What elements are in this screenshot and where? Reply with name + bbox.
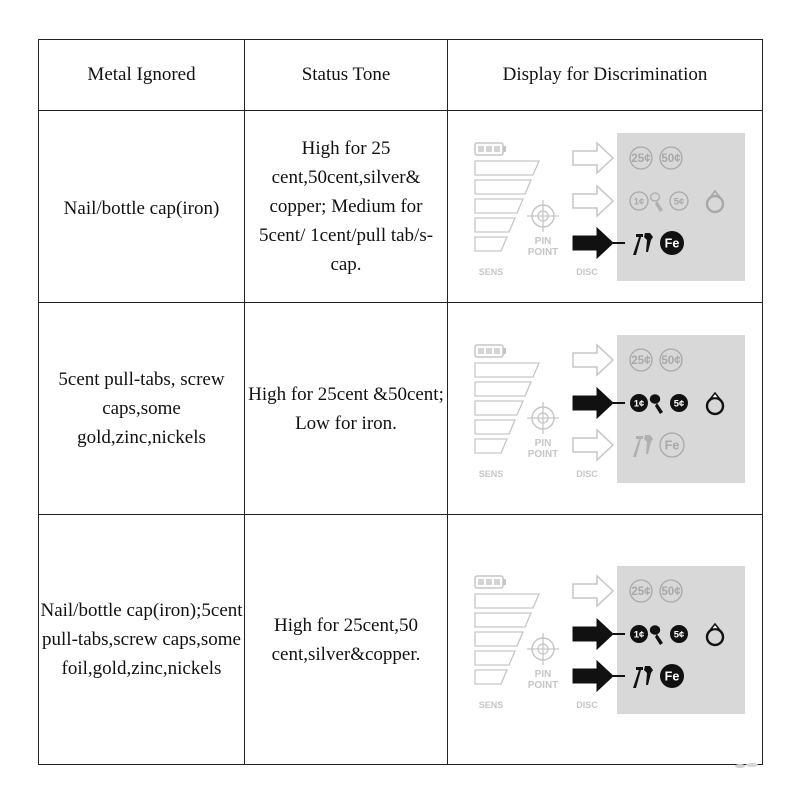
fe-icon-label: Fe [664, 669, 680, 684]
display-cell [448, 111, 763, 303]
sensitivity-bar [475, 218, 515, 232]
disc-arrow-2 [573, 388, 613, 418]
sensitivity-bar [475, 401, 523, 415]
sensitivity-bar [475, 180, 531, 194]
sensitivity-bars [475, 594, 539, 684]
table-row [39, 303, 763, 515]
sens-label: SENS [478, 468, 504, 479]
sensitivity-bar [475, 632, 523, 646]
pin-label: PIN [534, 668, 552, 680]
lcd-display [465, 335, 745, 483]
header-metal-ignored: Metal Ignored [39, 40, 245, 111]
sensitivity-bar [475, 199, 523, 213]
point-label: POINT [527, 448, 559, 460]
sensitivity-bar [475, 594, 539, 608]
fe-icon-label: Fe [664, 236, 680, 251]
lcd-display [465, 566, 745, 714]
discrimination-table [38, 39, 763, 765]
sensitivity-bar [475, 363, 539, 377]
battery-icon [475, 345, 506, 357]
disc-arrow-1 [573, 576, 613, 606]
metal-ignored-cell: Nail/bottle cap(iron);5cent pull-tabs,screw caps,some foil,gold,zinc,nickels [39, 515, 245, 765]
sensitivity-bar [475, 439, 507, 453]
sensitivity-bars [475, 363, 539, 453]
sensitivity-bar [475, 382, 531, 396]
sens-label: SENS [478, 266, 504, 277]
lcd-display [465, 133, 745, 281]
coin-50-icon-label: 50¢ [661, 585, 681, 598]
pin-label: PIN [534, 437, 552, 449]
pin-label: PIN [534, 235, 552, 247]
coin-5-icon-label: 5¢ [673, 195, 685, 207]
coin-50-icon-label: 50¢ [661, 354, 681, 367]
header-row [39, 40, 763, 111]
disc-arrow-1 [573, 345, 613, 375]
pinpoint-icon [527, 633, 559, 665]
coin-1-icon-label: 1¢ [633, 397, 645, 409]
coin-25-icon-label: 25¢ [631, 354, 651, 367]
status-tone-cell: High for 25cent &50cent; Low for iron. [245, 303, 448, 515]
disc-label: DISC [576, 266, 598, 277]
sensitivity-bar [475, 161, 539, 175]
coin-25-icon-label: 25¢ [631, 152, 651, 165]
battery-icon [475, 143, 506, 155]
display-cell [448, 515, 763, 765]
point-label: POINT [527, 246, 559, 258]
metal-ignored-cell: 5cent pull-tabs, screw caps,some gold,zinc,nickels [39, 303, 245, 515]
header-display: Display for Discrimination [448, 40, 763, 111]
disc-arrow-3 [573, 430, 613, 460]
disc-arrow-1 [573, 143, 613, 173]
coin-5-icon-label: 5¢ [673, 397, 685, 409]
display-cell [448, 303, 763, 515]
pinpoint-icon [527, 200, 559, 232]
scan-smudge [732, 760, 762, 770]
sensitivity-bars [475, 161, 539, 251]
sensitivity-bar [475, 237, 507, 251]
sensitivity-bar [475, 420, 515, 434]
table-row [39, 515, 763, 765]
fe-icon-label: Fe [664, 438, 680, 453]
coin-1-icon-label: 1¢ [633, 628, 645, 640]
header-status-tone: Status Tone [245, 40, 448, 111]
pinpoint-icon [527, 402, 559, 434]
table-row [39, 111, 763, 303]
disc-arrow-3 [573, 228, 613, 258]
disc-label: DISC [576, 699, 598, 710]
metal-ignored-cell: Nail/bottle cap(iron) [39, 111, 245, 303]
coin-1-icon-label: 1¢ [633, 195, 645, 207]
battery-icon [475, 576, 506, 588]
disc-arrow-3 [573, 661, 613, 691]
sensitivity-bar [475, 651, 515, 665]
coin-5-icon-label: 5¢ [673, 628, 685, 640]
sens-label: SENS [478, 699, 504, 710]
coin-50-icon-label: 50¢ [661, 152, 681, 165]
point-label: POINT [527, 679, 559, 691]
sensitivity-bar [475, 613, 531, 627]
coin-25-icon-label: 25¢ [631, 585, 651, 598]
disc-label: DISC [576, 468, 598, 479]
disc-arrow-2 [573, 186, 613, 216]
status-tone-cell: High for 25 cent,50cent,silver& copper; Medium for 5cent/ 1cent/pull tab/s-cap. [245, 111, 448, 303]
disc-arrow-2 [573, 619, 613, 649]
sensitivity-bar [475, 670, 507, 684]
status-tone-cell: High for 25cent,50 cent,silver&copper. [245, 515, 448, 765]
